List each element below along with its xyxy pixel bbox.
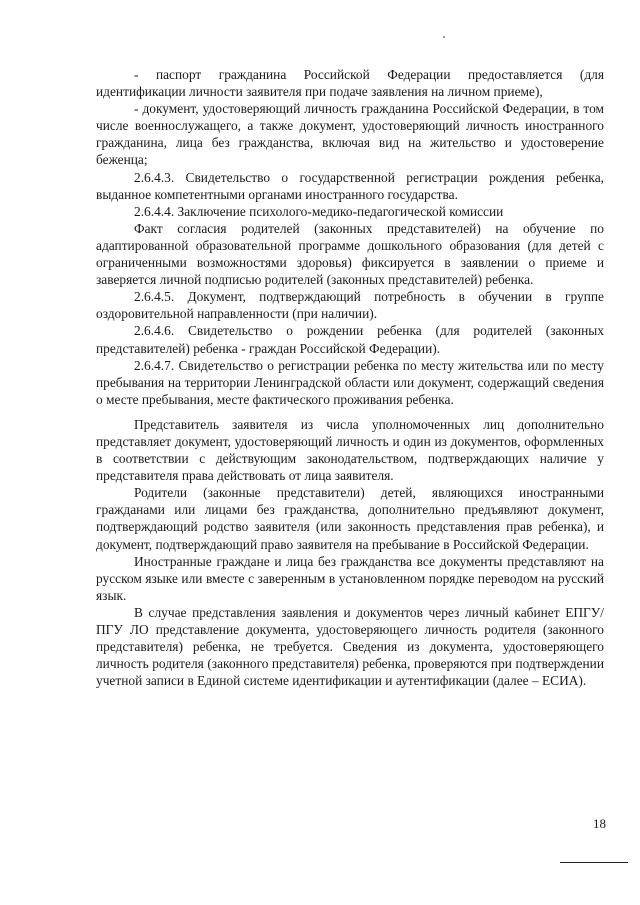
- paragraph: Иностранные граждане и лица без гражданства все документы представляют на русском языке или вместе с заверенным в установленном порядке переводом на русский язык.: [96, 553, 604, 603]
- body-text: [96, 66, 604, 689]
- scan-speck: [443, 36, 445, 38]
- paragraph: - документ, удостоверяющий личность гражданина Российской Федерации, в том числе военнослужащего, а также документ, удостоверяющий личность иностранного гражданина, лица без гражданства, включая вид на жительство и удостоверение беженца;: [96, 101, 604, 168]
- paragraph: Факт согласия родителей (законных представителей) на обучение по адаптированной образовательной программе дошкольного образования (для детей с ограниченными возможностями здоровья) фиксируется в заявлении о приеме и заверяется личной подписью родителей (законных представителей) ребенка.: [96, 220, 604, 288]
- paragraph: Родители (законные представители) детей, являющихся иностранными гражданами или лицами без гражданства, дополнительно предъявляют документ, подтверждающий родство заявителя (или законность представления прав ребенка), и документ, подтверждающий право заявителя на пребывание в Российской Федерации.: [96, 485, 604, 552]
- paragraph: 2.6.4.4. Заключение психолого-медико-педагогической комиссии: [134, 203, 504, 219]
- paragraph: 2.6.4.6. Свидетельство о рождении ребенка (для родителей (законных представителей) ребенка - граждан Российской Федерации).: [96, 323, 604, 356]
- footer-rule: [560, 862, 628, 863]
- paragraph: В случае представления заявления и документов через личный кабинет ЕПГУ/ ПГУ ЛО представление документа, удостоверяющего личность родителя (законного представителя) ребенка, не требуется. Сведения из документа, удостоверяющего личность родителя (законного представителя) ребенка, проверяются при подтверждении учетной записи в Единой системе идентификации и аутентификации (далее – ЕСИА).: [96, 604, 604, 689]
- paragraph: Представитель заявителя из числа уполномоченных лиц дополнительно представляет документ, удостоверяющий личность и один из документов, оформленных в соответствии с действующим законодательством, подтверждающих наличие у представителя права действовать от лица заявителя.: [96, 416, 604, 484]
- paragraph: 2.6.4.7. Свидетельство о регистрации ребенка по месту жительства или по месту пребывания на территории Ленинградской области или документ, содержащий сведения о месте пребывания, месте фактического проживания ребенка.: [96, 357, 604, 407]
- paragraph: - паспорт гражданина Российской Федерации предоставляется (для идентификации личности заявителя при подаче заявления на личном приеме),: [96, 67, 604, 100]
- paragraph: 2.6.4.3. Свидетельство о государственной регистрации рождения ребенка, выданное компетентными органами иностранного государства.: [96, 169, 604, 202]
- page-number: 18: [593, 816, 606, 831]
- paragraph: 2.6.4.5. Документ, подтверждающий потребность в обучении в группе оздоровительной направленности (при наличии).: [96, 289, 604, 322]
